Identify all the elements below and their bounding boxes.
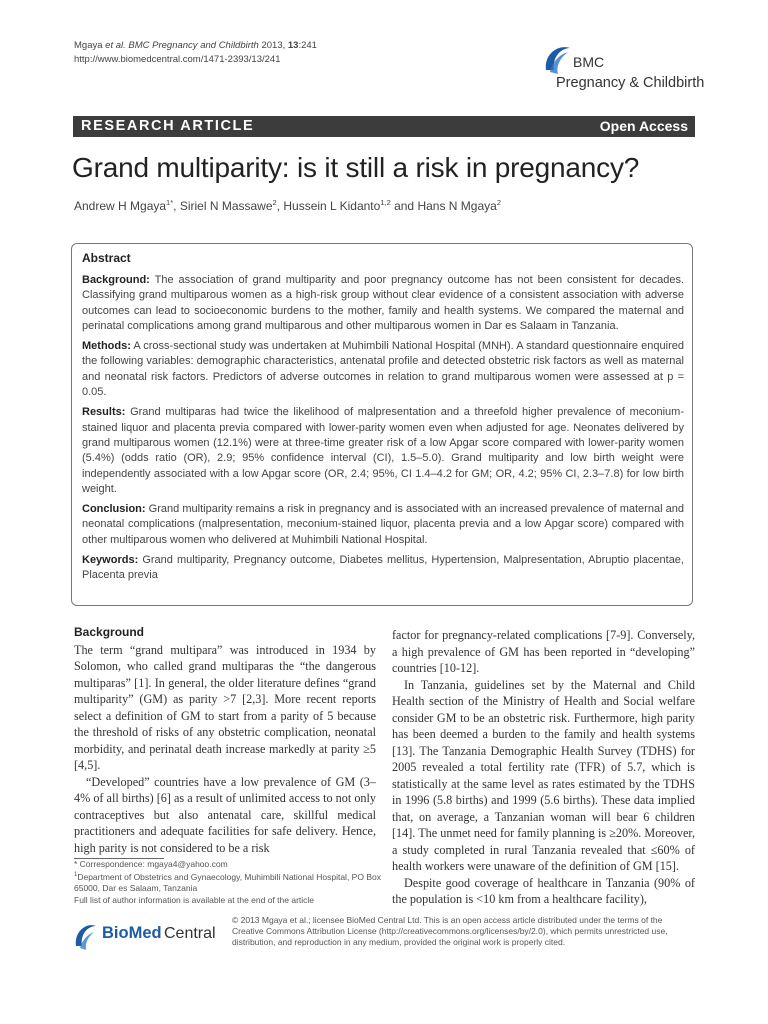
- author-affiliation: 2: [272, 198, 277, 207]
- section-label: Results:: [82, 406, 126, 419]
- citation-line: [74, 39, 317, 53]
- open-access-label: Open Access: [599, 118, 688, 134]
- body-paragraph: “Developed” countries have a low prevalence of GM (3–4% of all births) [6] as a result of unlimited access to not only contraceptives but also antenatal care, skillful medical practitioners and adequate facilities for safe delivery. Hence, high parity is not considered to be a risk: [74, 774, 376, 855]
- background-heading: Background: [74, 625, 145, 639]
- author-separator: ,: [276, 199, 284, 213]
- abstract-background: [82, 273, 684, 334]
- logo-bmc-text: BMC: [573, 54, 605, 70]
- section-label: Background:: [82, 274, 150, 286]
- body-paragraph: factor for pregnancy-related complications [7-9]. Conversely, a high prevalence of GM has been reported in “developing” countries [10-12].: [392, 628, 695, 675]
- author-separator: ,: [173, 199, 180, 213]
- license-text: © 2013 Mgaya et al.; licensee BioMed Central Ltd. This is an open access article distributed under the terms of the Creative Commons Attribution License (http://creativecommons.org/licenses/by/2.0), which permits unrestricted use, distribution, and reproduction in any medium, provided the original work is properly cited.: [232, 915, 668, 947]
- section-label: Methods:: [82, 340, 131, 353]
- biomed-central-logo: [72, 918, 222, 958]
- author-name[interactable]: Hans N Mgaya: [417, 199, 497, 213]
- citation-authors: Mgaya: [74, 40, 106, 51]
- author-list: [74, 198, 501, 213]
- section-text: Grand multiparity remains a risk in pregnancy and is associated with an increased prevalence of maternal and neonatal complications (malpresentation, meconium-stained liquor, placenta previa and a low Apgar score) compared with other multiparous women who delivered at Muhimbili National Hospital.: [82, 503, 684, 546]
- body-paragraph: The term “grand multipara” was introduced in 1934 by Solomon, who called grand multiparas the “the dangerous multiparas” [1]. In general, the older literature defines “grand multiparity” (GM) as parity >7 [2,3]. More recent reports select a definition of GM to start from a parity of 5 because the threshold of risks of any obstetric complication, neonatal morbidity, and perinatal death increase markedly at parity ≥5 [4,5].: [74, 642, 376, 772]
- body-column-left: [74, 624, 376, 856]
- abstract-results: [82, 405, 684, 497]
- abstract-conclusion: [82, 502, 684, 548]
- author-name[interactable]: Hussein L Kidanto: [283, 199, 381, 213]
- affiliation-marker: 1: [74, 872, 78, 879]
- section-text: The association of grand multiparity and poor pregnancy outcome has not been consistent for decades. Classifying grand multiparous women as a high-risk group without clear evidence of a consistent association with adverse outcomes can lead to socioeconomic burdens to the mother, family and health systems. We compared the maternal and perinatal complications among grand multiparous and other multiparous women in Dar es Salaam in Tanzania.: [82, 274, 684, 332]
- logo-journal-text: Pregnancy & Childbirth: [556, 75, 705, 91]
- logo-biomed-text: BioMed: [102, 924, 162, 942]
- author-name[interactable]: Siriel N Massawe: [179, 199, 273, 213]
- citation-year: 2013,: [258, 40, 288, 51]
- biomed-swoosh-icon: [72, 920, 100, 952]
- abstract-keywords: [82, 553, 684, 584]
- author-affiliation: 1,2: [380, 198, 391, 207]
- section-label: Conclusion:: [82, 503, 146, 516]
- logo-central-text: Central: [164, 925, 216, 942]
- citation-journal: et al. BMC Pregnancy and Childbirth: [105, 40, 259, 51]
- abstract-heading: Abstract: [82, 251, 131, 265]
- journal-logo: [540, 40, 705, 100]
- citation-pages: :241: [298, 40, 317, 51]
- abstract-body: [82, 273, 684, 589]
- author-affiliation: 1*: [166, 198, 174, 207]
- author-affiliation: 2: [496, 198, 501, 207]
- abstract-methods: [82, 339, 684, 400]
- citation-header: [74, 39, 317, 67]
- article-url[interactable]: http://www.biomedcentral.com/1471-2393/13/241: [74, 54, 281, 65]
- correspondence-note[interactable]: * Correspondence: mgaya4@yahoo.com: [74, 859, 228, 869]
- author-separator: and: [390, 199, 418, 213]
- footnotes: [74, 859, 384, 906]
- body-paragraph: Despite good coverage of healthcare in Tanzania (90% of the population is <10 km from a healthcare facility),: [392, 875, 695, 906]
- article-type-banner: [73, 116, 695, 137]
- author-name[interactable]: Andrew H Mgaya: [74, 199, 167, 213]
- body-column-right: [392, 627, 695, 908]
- article-type-label: RESEARCH ARTICLE: [81, 118, 255, 134]
- article-title: Grand multiparity: is it still a risk in pregnancy?: [72, 152, 640, 183]
- body-paragraph: In Tanzania, guidelines set by the Maternal and Child Health section of the Ministry of Health and Social welfare consider GM to be an obstetric risk. Furthermore, high parity has been deemed a burden to the family and health systems [13]. The Tanzania Demographic Health Survey (TDHS) for 2005 revealed a total fertility rate (TFR) of 5.7, which is statistically at the same level as rates estimated by the TDHS in 1996 (5.8 births) and 1999 (5.6 births). These data implied that, on average, a Tanzanian woman will bear 6 children [14]. The unmet need for family planning is ≥20%. Moreover, a study completed in rural Tanzania revealed that ≤60% of health workers were unaware of the definition of GM [15].: [392, 677, 695, 873]
- affiliation-text: Department of Obstetrics and Gynaecology, Muhimbili National Hospital, PO Box 65000, Dar es Salaam, Tanzania: [74, 872, 381, 894]
- section-text: Grand multiparity, Pregnancy outcome, Diabetes mellitus, Hypertension, Malpresentation, Abruptio placentae, Placenta previa: [82, 554, 684, 582]
- abstract-box: [71, 243, 693, 606]
- section-text: A cross-sectional study was undertaken at Muhimbili National Hospital (MNH). A standard questionnaire enquired the following variables: demographic characteristics, antenatal profile and detected obstetric risk factors as well as maternal and neonatal risk factors. Predictors of adverse outcomes in relation to grand multiparous women were assessed at p = 0.05.: [82, 340, 684, 399]
- section-label: Keywords:: [82, 554, 139, 567]
- author-info-note: Full list of author information is available at the end of the article: [74, 894, 315, 905]
- section-text: Grand multiparas had twice the likelihood of malpresentation and a threefold higher prevalence of meconium-stained liquor and placenta previa compared with lower-parity women even when adjusted for age. Neonates delivered by grand multiparous women (12.1%) were at three-time greater risk of a low Apgar score compared with lower-parity women (5.4%) (odds ratio (OR), 2.9; 95% confidence interval (CI), 1.5–5.0). Grand multiparity and low birth weight were independently associated with a low Apgar score (OR, 2.4; 95%, CI 1.4–4.2 for GM; OR, 4.2; 95% CI, 2.3–7.8) for low birth weight.: [82, 406, 684, 495]
- affiliation-note: [74, 870, 384, 894]
- citation-volume: 13: [287, 40, 299, 51]
